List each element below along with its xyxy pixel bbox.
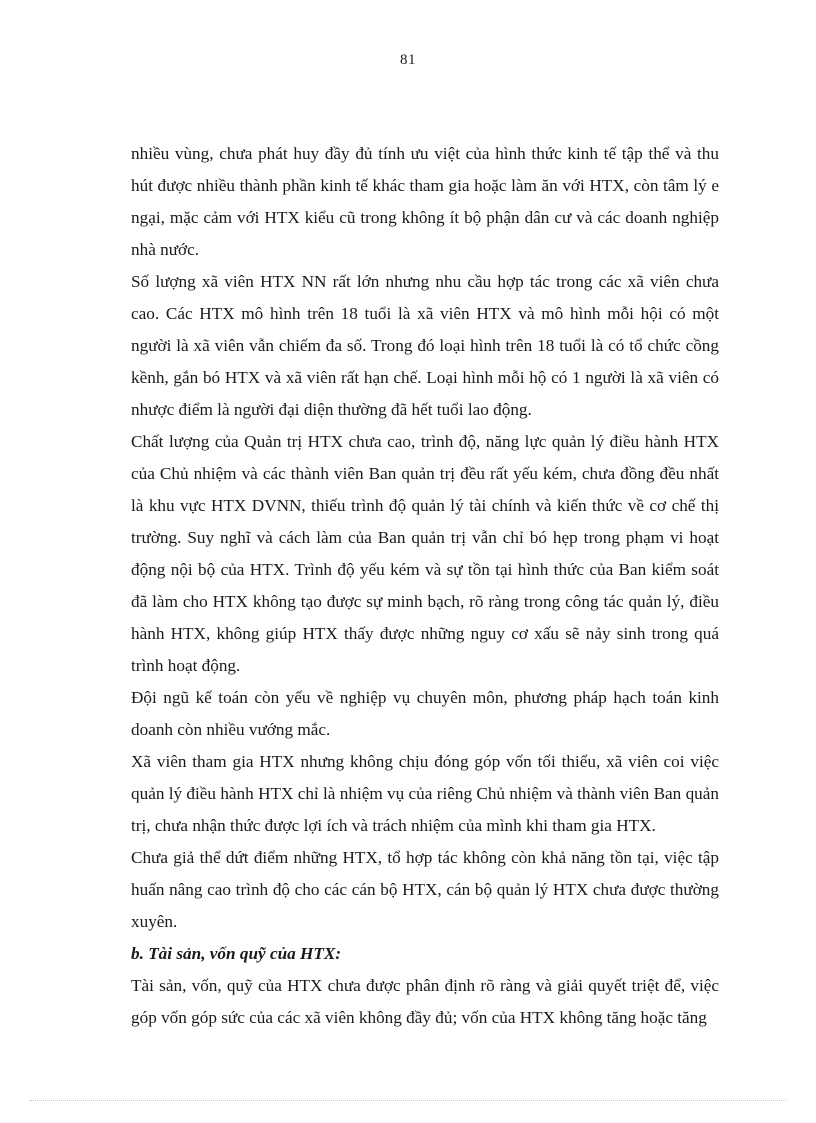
paragraph-1: nhiều vùng, chưa phát huy đầy đủ tính ưu việt của hình thức kinh tế tập thể và thu hút được nhiều thành phần kinh tế khác tham gia hoặc làm ăn với HTX, còn tâm lý e ngại, mặc cảm với HTX kiểu cũ trong không ít bộ phận dân cư và các doanh nghiệp nhà nước. <box>131 144 719 259</box>
paragraph-2: Số lượng xã viên HTX NN rất lớn nhưng nhu cầu hợp tác trong các xã viên chưa cao. Các HTX mô hình trên 18 tuổi là xã viên HTX và mô hình mỗi hội có một người là xã viên vẫn chiếm đa số. Trong đó loại hình trên 18 tuổi là có tổ chức cồng kềnh, gắn bó HTX và xã viên rất hạn chế. Loại hình mỗi hộ có 1 người là xã viên có nhược điểm là người đại diện thường đã hết tuổi lao động. <box>131 272 719 419</box>
page-number: 81 <box>400 52 416 68</box>
section-heading: b. Tài sản, vốn quỹ của HTX: <box>131 944 342 963</box>
page-bottom-divider <box>30 1100 786 1101</box>
document-body <box>131 138 719 1034</box>
section-paragraph: Tài sản, vốn, quỹ của HTX chưa được phân định rõ ràng và giải quyết triệt để, việc góp vốn góp sức của các xã viên không đầy đủ; vốn của HTX không tăng hoặc tăng <box>131 976 719 1027</box>
paragraph-4: Đội ngũ kế toán còn yếu về nghiệp vụ chuyên môn, phương pháp hạch toán kinh doanh còn nhiều vướng mắc. <box>131 688 719 739</box>
paragraph-5: Xã viên tham gia HTX nhưng không chịu đóng góp vốn tối thiểu, xã viên coi việc quản lý điều hành HTX chỉ là nhiệm vụ của riêng Chủ nhiệm và thành viên Ban quản trị, chưa nhận thức được lợi ích và trách nhiệm của mình khi tham gia HTX. <box>131 752 719 835</box>
paragraph-3: Chất lượng của Quản trị HTX chưa cao, trình độ, năng lực quản lý điều hành HTX của Chủ nhiệm và các thành viên Ban quản trị đều rất yếu kém, chưa đồng đều nhất là khu vực HTX DVNN, thiếu trình độ quản lý tài chính và kiến thức về cơ chế thị trường. Suy nghĩ và cách làm của Ban quản trị vẫn chỉ bó hẹp trong phạm vi hoạt động nội bộ của HTX. Trình độ yếu kém và sự tồn tại hình thức của Ban kiểm soát đã làm cho HTX không tạo được sự minh bạch, rõ ràng trong công tác quản lý, điều hành HTX, không giúp HTX thấy được những nguy cơ xấu sẽ nảy sinh trong quá trình hoạt động. <box>131 432 719 675</box>
paragraph-6: Chưa giả thể dứt điểm những HTX, tổ hợp tác không còn khả năng tồn tại, việc tập huấn nâng cao trình độ cho các cán bộ HTX, cán bộ quản lý HTX chưa được thường xuyên. <box>131 848 719 931</box>
